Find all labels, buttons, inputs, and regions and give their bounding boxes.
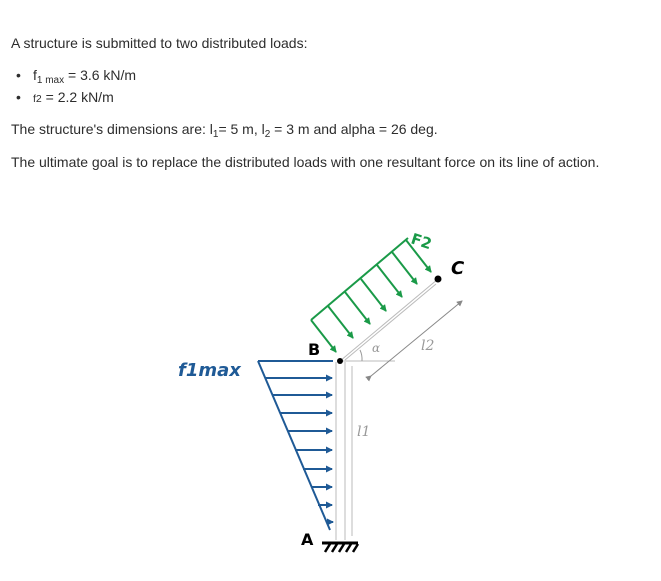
dimension-l2 — [371, 301, 462, 376]
label-f1max: f1max — [178, 360, 241, 381]
label-c: C — [451, 258, 465, 279]
label-b: B — [308, 340, 321, 359]
label-alpha: α — [372, 341, 381, 355]
dims-prefix: The structure's dimensions are: l — [11, 121, 213, 137]
column-ab — [336, 362, 345, 540]
load1-value: = 3.6 kN/m — [64, 67, 137, 83]
label-a: A — [301, 530, 314, 549]
goal-text: The ultimate goal is to replace the distributed loads with one resultant force on its line of action. — [11, 154, 600, 170]
label-l2: l2 — [421, 338, 435, 354]
label-l1: l1 — [357, 424, 371, 440]
label-f2: F2 — [408, 229, 435, 254]
load2-value: = 2.2 kN/m — [41, 89, 114, 105]
intro-text: A structure is submitted to two distributed loads: — [11, 35, 308, 51]
dims-suffix: = 3 m and alpha = 26 deg. — [270, 121, 438, 137]
point-c-dot — [435, 276, 442, 283]
dims-mid: = 5 m, l — [218, 121, 265, 137]
dims-sub1: 1 — [212, 129, 219, 140]
load2-symbol: f2 — [33, 93, 42, 105]
fixed-support-icon — [322, 543, 358, 552]
alpha-arc — [360, 350, 362, 361]
triangular-load-f1 — [258, 361, 333, 530]
load1-symbol: f — [33, 67, 37, 83]
point-b-dot — [337, 358, 343, 364]
load1-subscript: 1 max — [36, 75, 65, 86]
dims-sub2: 2 — [264, 129, 271, 140]
